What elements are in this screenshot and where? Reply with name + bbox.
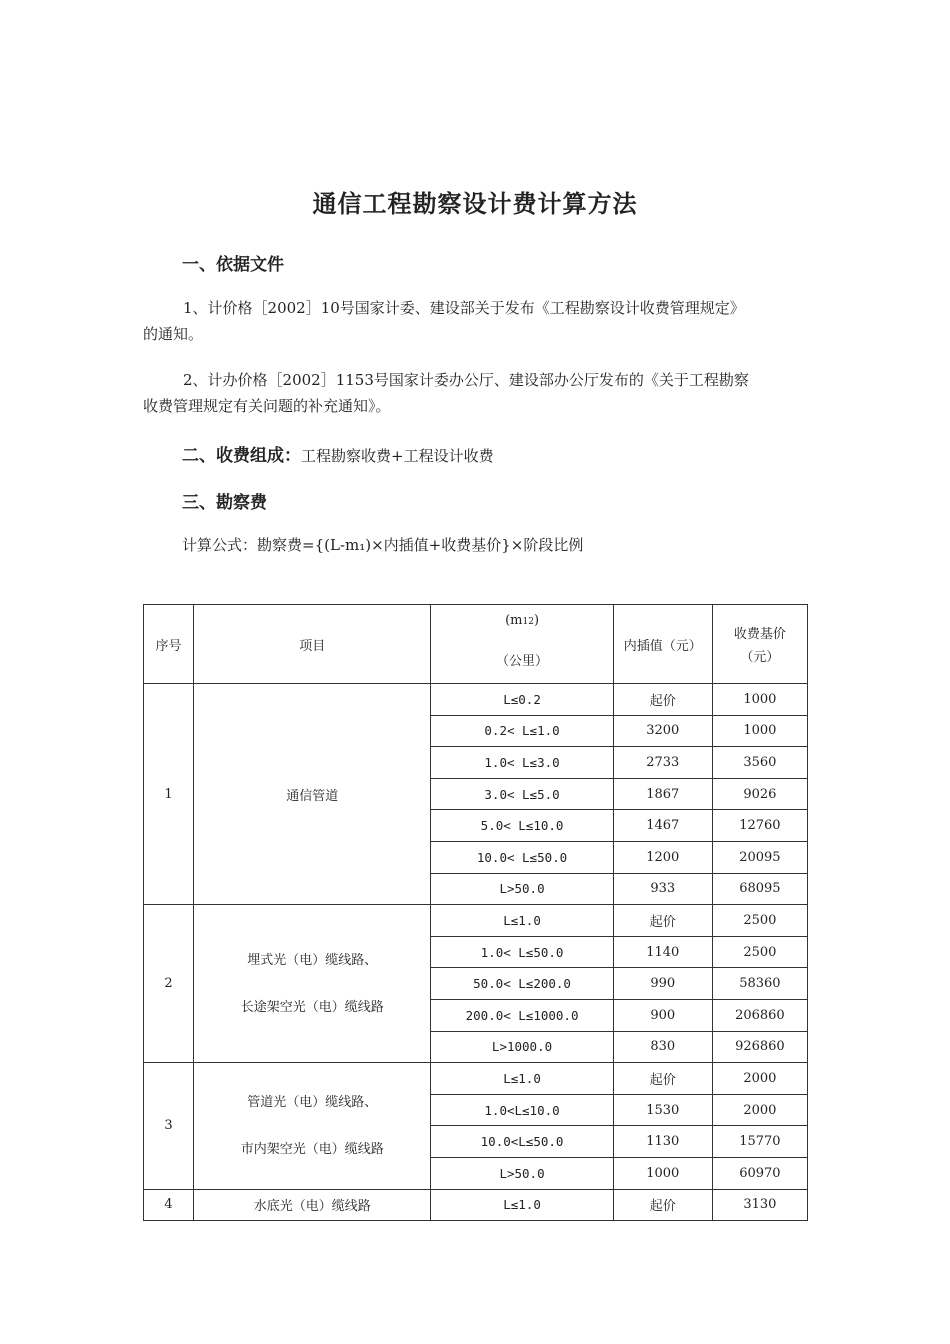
row-item-name: [194, 1063, 431, 1189]
header-interp: 内插值（元）: [613, 605, 712, 684]
row-range: 3.0< L≤5.0: [431, 778, 613, 810]
row-range: 1.0< L≤50.0: [431, 936, 613, 968]
row-base: 2000: [712, 1063, 807, 1095]
row-item-name: [194, 905, 431, 1063]
section1-heading: 一、依据文件: [182, 255, 284, 275]
reference-1-line-1: 1、计价格［2002］10号国家计委、建设部关于发布《工程勘察设计收费管理规定》: [183, 299, 745, 317]
row-seq: 4: [144, 1189, 194, 1221]
row-interp: 933: [613, 873, 712, 905]
row-interp: 1140: [613, 936, 712, 968]
header-base-line-2: （元）: [740, 650, 780, 665]
row-interp: 1200: [613, 841, 712, 873]
row-item-name: [194, 684, 431, 905]
row-base: 9026: [712, 778, 807, 810]
table-row: [144, 1063, 808, 1095]
section2-heading-label: 二、收费组成：: [182, 446, 301, 466]
row-base: 58360: [712, 968, 807, 1000]
row-interp: 3200: [613, 715, 712, 747]
row-interp: 1130: [613, 1126, 712, 1158]
header-range-top: (m12): [505, 613, 540, 628]
header-range-unit: （公里）: [496, 654, 549, 669]
row-interp: 1467: [613, 810, 712, 842]
row-item-name-line-1: 埋式光（电）缆线路、: [247, 952, 378, 968]
row-interp: 起价: [613, 684, 712, 716]
row-seq: 1: [144, 684, 194, 905]
row-interp: 1867: [613, 778, 712, 810]
row-range: 5.0< L≤10.0: [431, 810, 613, 842]
row-interp: 990: [613, 968, 712, 1000]
table-row: [144, 1189, 808, 1221]
row-interp: 1530: [613, 1094, 712, 1126]
table-row: [144, 905, 808, 937]
table-row: [144, 684, 808, 716]
row-base: 20095: [712, 841, 807, 873]
row-item-name-line-1: 管道光（电）缆线路、: [247, 1094, 378, 1110]
row-range: 1.0<L≤10.0: [431, 1094, 613, 1126]
row-range: L≤1.0: [431, 1063, 613, 1095]
row-item-name-line-1: 水底光（电）缆线路: [253, 1199, 371, 1215]
row-seq: 3: [144, 1063, 194, 1189]
row-interp: 2733: [613, 747, 712, 779]
row-item-name-line-1: 通信管道: [286, 788, 339, 804]
row-base: 926860: [712, 1031, 807, 1063]
row-range: 0.2< L≤1.0: [431, 715, 613, 747]
row-base: 15770: [712, 1126, 807, 1158]
reference-paragraph-2: [143, 367, 808, 419]
row-range: 10.0< L≤50.0: [431, 841, 613, 873]
header-base: [712, 605, 807, 684]
row-range: 50.0< L≤200.0: [431, 968, 613, 1000]
section2-heading: [182, 441, 494, 466]
row-interp: 1000: [613, 1157, 712, 1189]
row-base: 3130: [712, 1189, 807, 1221]
row-interp: 起价: [613, 1189, 712, 1221]
reference-2-line-2: 收费管理规定有关问题的补充通知》。: [143, 397, 391, 415]
row-range: L≤1.0: [431, 1189, 613, 1221]
row-base: 3560: [712, 747, 807, 779]
row-range: L>1000.0: [431, 1031, 613, 1063]
row-base: 2500: [712, 936, 807, 968]
row-interp: 起价: [613, 905, 712, 937]
row-range: L>50.0: [431, 1157, 613, 1189]
row-range: 1.0< L≤3.0: [431, 747, 613, 779]
row-base: 1000: [712, 684, 807, 716]
row-interp: 830: [613, 1031, 712, 1063]
row-base: 2500: [712, 905, 807, 937]
row-interp: 900: [613, 999, 712, 1031]
header-item: 项目: [194, 605, 431, 684]
row-range: L≤1.0: [431, 905, 613, 937]
fee-formula: 计算公式：勘察费={(L-m₁)×内插值+收费基价}×阶段比例: [182, 536, 584, 554]
row-item-name: [194, 1189, 431, 1221]
section2-heading-text: 工程勘察收费+工程设计收费: [301, 447, 494, 465]
section3-heading: 三、勘察费: [182, 493, 267, 513]
header-range: [431, 605, 613, 684]
row-base: 2000: [712, 1094, 807, 1126]
reference-2-line-1: 2、计办价格［2002］1153号国家计委办公厅、建设部办公厅发布的《关于工程勘察: [183, 371, 749, 389]
row-range: L≤0.2: [431, 684, 613, 716]
reference-1-line-2: 的通知。: [143, 325, 204, 343]
table-header-row: [144, 605, 808, 684]
row-base: 206860: [712, 999, 807, 1031]
header-base-line-1: 收费基价: [733, 627, 786, 642]
document-title: 通信工程勘察设计费计算方法: [312, 189, 638, 218]
fee-table: [143, 604, 808, 1221]
row-range: L>50.0: [431, 873, 613, 905]
row-range: 10.0<L≤50.0: [431, 1126, 613, 1158]
row-item-name-line-2: 长途架空光（电）缆线路: [240, 999, 384, 1015]
row-base: 68095: [712, 873, 807, 905]
reference-paragraph-1: [143, 295, 808, 347]
row-seq: 2: [144, 905, 194, 1063]
row-base: 60970: [712, 1157, 807, 1189]
row-base: 12760: [712, 810, 807, 842]
row-interp: 起价: [613, 1063, 712, 1095]
row-item-name-line-2: 市内架空光（电）缆线路: [240, 1141, 384, 1157]
row-range: 200.0< L≤1000.0: [431, 999, 613, 1031]
header-seq: 序号: [144, 605, 194, 684]
row-base: 1000: [712, 715, 807, 747]
